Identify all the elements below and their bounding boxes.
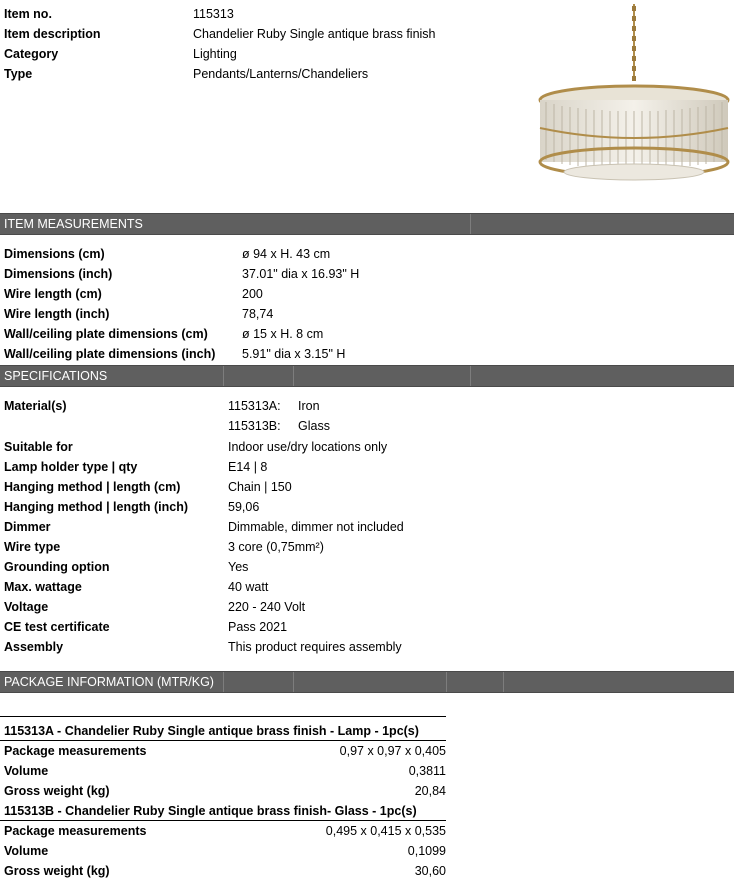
spec-label: Assembly: [4, 640, 64, 654]
measurement-label: Dimensions (inch): [4, 267, 113, 281]
type-label: Type: [4, 67, 33, 81]
package-row-value: 0,97 x 0,97 x 0,405: [339, 744, 446, 758]
measurement-label: Wire length (inch): [4, 307, 110, 321]
measurement-label: Wall/ceiling plate dimensions (inch): [4, 347, 216, 361]
spec-value: Indoor use/dry locations only: [228, 440, 388, 454]
package-title: 115313B - Chandelier Ruby Single antique brass finish- Glass - 1pc(s): [4, 804, 417, 818]
package-row-value: 0,3811: [408, 764, 446, 778]
section-bar-package: [0, 671, 734, 693]
bar-divider: [223, 672, 224, 692]
spec-label: Hanging method | length (inch): [4, 500, 189, 514]
item-no-label: Item no.: [4, 7, 52, 21]
section-title-measurements: ITEM MEASUREMENTS: [4, 217, 143, 231]
package-row-label: Gross weight (kg): [4, 864, 110, 878]
spec-label: CE test certificate: [4, 620, 110, 634]
package-row-label: Volume: [4, 844, 49, 858]
material-code: 115313A:: [228, 399, 281, 413]
package-row-label: Package measurements: [4, 744, 147, 758]
spec-label: Grounding option: [4, 560, 110, 574]
package-row-label: Gross weight (kg): [4, 784, 110, 798]
spec-value: 3 core (0,75mm²): [228, 540, 324, 554]
package-divider: [0, 716, 446, 717]
section-title-specifications: SPECIFICATIONS: [4, 369, 108, 383]
material-code: 115313B:: [228, 419, 281, 433]
bar-divider: [503, 672, 504, 692]
bar-divider: [293, 672, 294, 692]
product-image: [530, 0, 730, 200]
type-value: Pendants/Lanterns/Chandeliers: [193, 67, 369, 81]
measurement-label: Wire length (cm): [4, 287, 102, 301]
measurement-value: 5.91" dia x 3.15" H: [242, 347, 346, 361]
package-row-label: Package measurements: [4, 824, 147, 838]
category-label: Category: [4, 47, 59, 61]
materials-label: Material(s): [4, 399, 67, 413]
spec-label: Dimmer: [4, 520, 51, 534]
package-row-value: 0,495 x 0,415 x 0,535: [325, 824, 446, 838]
spec-value: Pass 2021: [228, 620, 288, 634]
measurement-value: 37.01" dia x 16.93" H: [242, 267, 360, 281]
material-name: Glass: [298, 419, 330, 433]
measurement-value: ø 15 x H. 8 cm: [242, 327, 324, 341]
spec-label: Suitable for: [4, 440, 73, 454]
spec-label: Max. wattage: [4, 580, 82, 594]
bar-divider: [470, 214, 471, 234]
measurement-label: Dimensions (cm): [4, 247, 105, 261]
spec-label: Wire type: [4, 540, 61, 554]
section-bar-measurements: [0, 213, 734, 235]
package-row-value: 0,1099: [407, 844, 446, 858]
measurement-value: 200: [242, 287, 263, 301]
spec-value: E14 | 8: [228, 460, 268, 474]
spec-value: Chain | 150: [228, 480, 292, 494]
bottom-glass-ring: [564, 164, 704, 180]
item-description-label: Item description: [4, 27, 101, 41]
section-title-package: PACKAGE INFORMATION (MTR/KG): [4, 675, 214, 689]
bar-divider: [293, 366, 294, 386]
spec-label: Hanging method | length (cm): [4, 480, 181, 494]
measurement-value: ø 94 x H. 43 cm: [242, 247, 331, 261]
package-row-value: 20,84: [414, 784, 446, 798]
spec-label: Voltage: [4, 600, 49, 614]
spec-value: Yes: [228, 560, 249, 574]
material-name: Iron: [298, 399, 320, 413]
spec-value: 59,06: [228, 500, 260, 514]
spec-value: 40 watt: [228, 580, 269, 594]
spec-value: 220 - 240 Volt: [228, 600, 306, 614]
chandelier-illustration: [530, 0, 730, 200]
item-no-value: 115313: [193, 7, 234, 21]
bar-divider: [223, 366, 224, 386]
package-row-label: Volume: [4, 764, 49, 778]
spec-value: This product requires assembly: [228, 640, 402, 654]
package-row-value: 30,60: [414, 864, 446, 878]
category-value: Lighting: [193, 47, 237, 61]
spec-label: Lamp holder type | qty: [4, 460, 138, 474]
bar-divider: [446, 672, 447, 692]
package-title: 115313A - Chandelier Ruby Single antique brass finish - Lamp - 1pc(s): [4, 724, 419, 738]
item-description-value: Chandelier Ruby Single antique brass finish: [193, 27, 436, 41]
spec-value: Dimmable, dimmer not included: [228, 520, 404, 534]
bar-divider: [470, 366, 471, 386]
section-bar-specifications: [0, 365, 734, 387]
measurement-label: Wall/ceiling plate dimensions (cm): [4, 327, 208, 341]
measurement-value: 78,74: [242, 307, 274, 321]
